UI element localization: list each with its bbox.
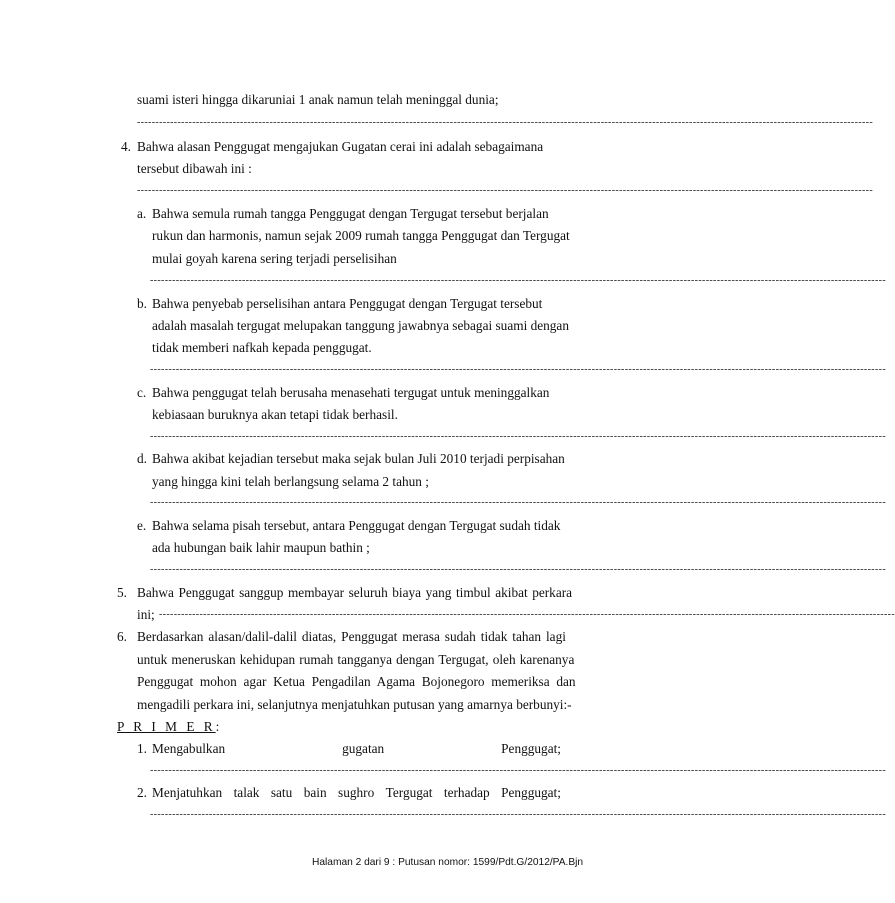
primer-heading: P R I M E R:: [117, 719, 220, 734]
item-6-number: 6.: [117, 629, 127, 644]
sub-d-number: d.: [137, 451, 147, 466]
sub-c-line-1: Bahwa penggugat telah berusaha menasehati tergugat untuk meninggalkan: [152, 385, 550, 400]
sub-a-line-2: rukun dan harmonis, namun sejak 2009 rumah tangga Penggugat dan Tergugat: [152, 228, 570, 243]
dash-separator: --------------------------------------------------------------------------------------------------------------------------------------------------------------------------------------------------------: [150, 275, 887, 286]
sub-d-line-1: Bahwa akibat kejadian tersebut maka sejak bulan Juli 2010 terjadi perpisahan: [152, 451, 565, 466]
sub-e-line-1: Bahwa selama pisah tersebut, antara Penggugat dengan Tergugat sudah tidak: [152, 518, 561, 533]
sub-a-number: a.: [137, 206, 147, 221]
sub-b-line-3: tidak memberi nafkah kepada penggugat.: [152, 340, 372, 355]
item-6-line-3: Penggugat mohon agar Ketua Pengadilan Agama Bojonegoro memeriksa dan: [137, 674, 576, 689]
dash-separator: --------------------------------------------------------------------------------------------------------------------------------------------------------------------------------------------------------: [150, 364, 887, 375]
item-4-line-1: Bahwa alasan Penggugat mengajukan Gugatan cerai ini adalah sebagaimana: [137, 139, 544, 154]
dash-separator: --------------------------------------------------------------------------------------------------------------------------------------------------------------------------------------------------------: [150, 765, 887, 776]
sub-e-number: e.: [137, 518, 147, 533]
sub-d-line-2: yang hingga kini telah berlangsung selama 2 tahun ;: [152, 474, 429, 489]
sub-a-line-3: mulai goyah karena sering terjadi perselisihan: [152, 251, 397, 266]
sub-c-number: c.: [137, 385, 147, 400]
item-5-line-1: Bahwa Penggugat sanggup membayar seluruh biaya yang timbul akibat perkara: [137, 585, 573, 600]
dash-separator: --------------------------------------------------------------------------------------------------------------------------------------------------------------------------------------------------------: [150, 564, 887, 575]
primer-1-number: 1.: [137, 741, 147, 756]
sub-e-line-2: ada hubungan baik lahir maupun bathin ;: [152, 540, 370, 555]
sub-c-line-2: kebiasaan buruknya akan tetapi tidak berhasil.: [152, 407, 398, 422]
dash-separator: --------------------------------------------------------------------------------------------------------------------------------------------------------------------------------------------------------: [137, 117, 874, 128]
page-footer: Halaman 2 dari 9 : Putusan nomor: 1599/Pdt.G/2012/PA.Bjn: [312, 857, 584, 868]
primer-2-number: 2.: [137, 785, 147, 800]
dash-separator: --------------------------------------------------------------------------------------------------------------------------------------------------------------------------------------------------------: [150, 431, 887, 442]
item-5-number: 5.: [117, 585, 127, 600]
item-6-line-1: Berdasarkan alasan/dalil-dalil diatas, Penggugat merasa sudah tidak tahan lagi: [137, 629, 566, 644]
primer-1-line: Mengabulkan gugatan Penggugat;: [152, 741, 561, 756]
sub-b-line-1: Bahwa penyebab perselisihan antara Penggugat dengan Tergugat tersebut: [152, 296, 543, 311]
dash-separator: --------------------------------------------------------------------------------------------------------------------------------------------------------------------------------------------------------: [137, 185, 874, 196]
primer-2-line: Menjatuhkan talak satu bain sughro Tergugat terhadap Penggugat;: [152, 785, 561, 800]
sub-a-line-1: Bahwa semula rumah tangga Penggugat dengan Tergugat tersebut berjalan: [152, 206, 549, 221]
text-line-intro: suami isteri hingga dikaruniai 1 anak namun telah meninggal dunia;: [137, 92, 499, 107]
item-4-number: 4.: [121, 139, 131, 154]
item-6-line-4: mengadili perkara ini, selanjutnya menjatuhkan putusan yang amarnya berbunyi:-: [137, 697, 572, 712]
dash-separator: --------------------------------------------------------------------------------------------------------------------------------------------------------------------------------------------------------: [159, 609, 895, 620]
item-4-line-2: tersebut dibawah ini :: [137, 161, 252, 176]
dash-separator: --------------------------------------------------------------------------------------------------------------------------------------------------------------------------------------------------------: [150, 809, 887, 820]
item-6-line-2: untuk meneruskan kehidupan rumah tangganya dengan Tergugat, oleh karenanya: [137, 652, 575, 667]
sub-b-number: b.: [137, 296, 147, 311]
sub-b-line-2: adalah masalah tergugat melupakan tanggung jawabnya sebagai suami dengan: [152, 318, 569, 333]
dash-separator: --------------------------------------------------------------------------------------------------------------------------------------------------------------------------------------------------------: [150, 497, 887, 508]
item-5-line-2: ini;: [137, 607, 155, 622]
